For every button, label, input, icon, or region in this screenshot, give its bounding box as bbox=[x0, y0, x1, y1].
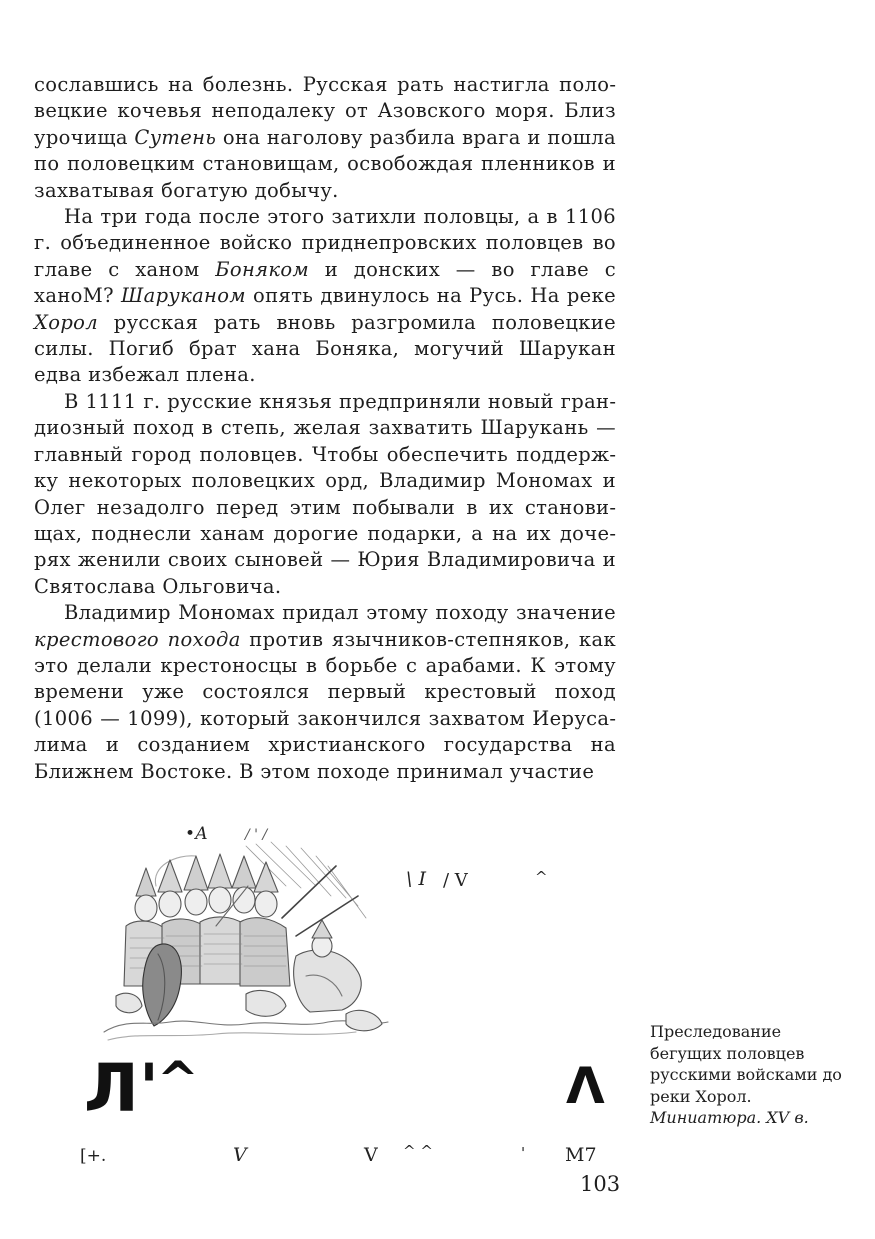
place-name: Сутень bbox=[134, 125, 217, 149]
caption-line: русскими войсками до bbox=[650, 1065, 842, 1084]
paragraph-2: На три года после этого затихли половцы, а в 1106 г. объединенное войско приднепровских половцев во главе с ханом Боняком и донских — во главе с ханоМ? Шаруканом опять двинулось на Русь. На реке Хорол русская рать вновь разгромила половецкие силы. Погиб брат хана Боняка, могучий Шарукан едва избежал плена. bbox=[34, 205, 616, 387]
caption-line: Преследование bbox=[650, 1022, 782, 1041]
paragraph-4: Владимир Мономах придал этому походу значение крестового похода против язычников-степняков, как это делали крестоносцы в борьбе с арабами. К этому времени уже состоялся первый крестовый поход (1006 — 1099), который закончился захватом Иерусалима и созданием христианского государства на Ближнем Востоке. В этом походе принимал участие bbox=[34, 601, 616, 783]
ocr-bottom-1: [+. bbox=[80, 1146, 107, 1166]
ocr-bottom-6: М7 bbox=[565, 1144, 597, 1166]
caption-line: реки Хорол. bbox=[650, 1086, 752, 1106]
ocr-mid-caret: ^ bbox=[535, 868, 548, 886]
river-name: Хорол bbox=[34, 310, 99, 334]
ocr-bottom-5: ' bbox=[521, 1144, 526, 1162]
ocr-bottom-2: V bbox=[233, 1144, 247, 1166]
miniature-illustration bbox=[96, 826, 396, 1048]
ocr-a-mark: •А bbox=[185, 824, 208, 844]
ocr-big-caret: ^ bbox=[157, 1051, 199, 1109]
khan-name: Шаруканом bbox=[121, 284, 246, 308]
ocr-big-right: Λ bbox=[566, 1057, 605, 1115]
paragraph-3: В 1111 г. русские князья предприняли новый грандиозный поход в степь, желая захватить Шарукань — главный город половцев. Чтобы обеспечить поддержку некоторых половецких орд, Владимир Мономах и Олег незадолго перед этим побывали в их становищах, поднесли ханам дорогие подарки, а на их дочерях женили своих сыновей — Юрия Владимировича и Святослава Ольговича. bbox=[34, 389, 616, 598]
caption-source: Миниатюра. XV в. bbox=[650, 1108, 809, 1127]
caption-line: бегущих половцев bbox=[650, 1043, 805, 1063]
page-number: 103 bbox=[580, 1172, 621, 1196]
ocr-mid-line-1: \ I bbox=[406, 868, 426, 890]
ocr-bottom-4: ^ ^ bbox=[403, 1142, 433, 1160]
ocr-bottom-3: V bbox=[364, 1144, 378, 1166]
ocr-mid-line-2: / V bbox=[443, 870, 468, 891]
ocr-strokes-top: / ' / bbox=[245, 827, 268, 843]
khan-name: Боняком bbox=[215, 257, 310, 281]
term-crusade: крестового похода bbox=[34, 627, 241, 651]
figure-caption bbox=[650, 1021, 865, 1129]
paragraph-1: сославшись на болезнь. Русская рать настигла половецкие кочевья неподалеку от Азовского моря. Близ урочища Сутень она наголову разбила врага и пошла по половецким становищам, освобождая пленников и захватывая богатую добычу. bbox=[34, 73, 616, 202]
main-text bbox=[34, 72, 616, 785]
ocr-big-left: Л' bbox=[84, 1050, 160, 1127]
